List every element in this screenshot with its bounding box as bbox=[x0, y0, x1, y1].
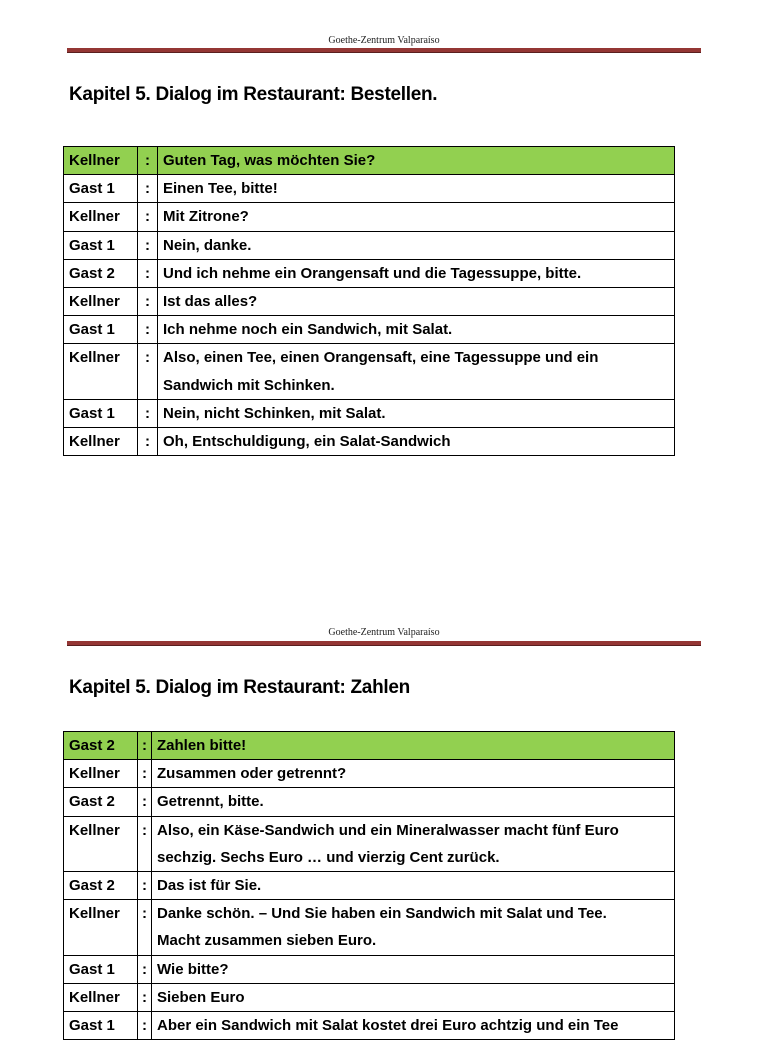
speaker-cell: Gast 2 bbox=[64, 872, 138, 900]
dialog-row bbox=[64, 983, 675, 1011]
separator-cell: : bbox=[138, 344, 158, 399]
speaker-cell: Kellner bbox=[64, 983, 138, 1011]
separator-cell: : bbox=[138, 175, 158, 203]
utterance-line: Das ist für Sie. bbox=[157, 877, 262, 895]
speaker-cell: Gast 1 bbox=[64, 231, 138, 259]
dialog-row bbox=[64, 175, 675, 203]
dialog-row bbox=[64, 399, 675, 427]
section-title: Kapitel 5. Dialog im Restaurant: Zahlen bbox=[69, 677, 410, 698]
dialog-row bbox=[64, 316, 675, 344]
utterance-line: Wie bitte? bbox=[157, 960, 229, 978]
header-rule bbox=[67, 48, 701, 53]
speaker-cell: Gast 1 bbox=[64, 399, 138, 427]
dialog-row bbox=[64, 259, 675, 287]
speaker-cell: Kellner bbox=[64, 344, 138, 399]
dialog-row bbox=[64, 344, 675, 399]
separator-cell: : bbox=[138, 983, 152, 1011]
dialog-row bbox=[64, 872, 675, 900]
separator-cell: : bbox=[138, 1012, 152, 1040]
utterance-line: Danke schön. – Und Sie haben ein Sandwich mit Salat und Tee. bbox=[157, 905, 607, 923]
separator-cell: : bbox=[138, 760, 152, 788]
separator-cell: : bbox=[138, 203, 158, 231]
utterance-cell bbox=[158, 288, 675, 316]
utterance-line: Also, einen Tee, einen Orangensaft, eine Tagessuppe und ein bbox=[163, 349, 599, 367]
utterance-cell bbox=[152, 983, 675, 1011]
speaker-cell: Kellner bbox=[64, 816, 138, 871]
utterance-cell bbox=[158, 428, 675, 456]
utterance-line: Nein, danke. bbox=[163, 236, 252, 254]
utterance-line: Ist das alles? bbox=[163, 293, 258, 311]
separator-cell: : bbox=[138, 732, 152, 760]
utterance-line: Und ich nehme ein Orangensaft und die Tagessuppe, bitte. bbox=[163, 264, 582, 282]
separator-cell: : bbox=[138, 259, 158, 287]
dialog-row bbox=[64, 788, 675, 816]
speaker-cell: Gast 1 bbox=[64, 175, 138, 203]
utterance-cell bbox=[158, 203, 675, 231]
utterance-cell bbox=[152, 732, 675, 760]
dialog-table-zahlen bbox=[63, 731, 675, 1040]
dialog-table-bestellen bbox=[63, 146, 675, 456]
dialog-row bbox=[64, 147, 675, 175]
speaker-cell: Kellner bbox=[64, 288, 138, 316]
utterance-cell bbox=[152, 955, 675, 983]
separator-cell: : bbox=[138, 147, 158, 175]
utterance-cell bbox=[152, 788, 675, 816]
utterance-line: Aber ein Sandwich mit Salat kostet drei Euro achtzig und ein Tee bbox=[157, 1017, 619, 1035]
separator-cell: : bbox=[138, 872, 152, 900]
page-header: Goethe-Zentrum Valparaíso bbox=[328, 35, 440, 46]
dialog-row bbox=[64, 732, 675, 760]
speaker-cell: Kellner bbox=[64, 900, 138, 955]
speaker-cell: Kellner bbox=[64, 147, 138, 175]
separator-cell: : bbox=[138, 788, 152, 816]
utterance-line: Sieben Euro bbox=[157, 988, 245, 1006]
utterance-cell bbox=[158, 259, 675, 287]
separator-cell: : bbox=[138, 231, 158, 259]
utterance-line: Guten Tag, was möchten Sie? bbox=[163, 152, 376, 169]
utterance-line: Sandwich mit Schinken. bbox=[163, 376, 335, 394]
separator-cell: : bbox=[138, 399, 158, 427]
utterance-cell bbox=[152, 900, 675, 955]
separator-cell: : bbox=[138, 316, 158, 344]
speaker-cell: Gast 1 bbox=[64, 1012, 138, 1040]
speaker-cell: Gast 1 bbox=[64, 955, 138, 983]
dialog-row bbox=[64, 816, 675, 871]
speaker-cell: Gast 1 bbox=[64, 316, 138, 344]
separator-cell: : bbox=[138, 428, 158, 456]
utterance-line: Also, ein Käse-Sandwich und ein Mineralwasser macht fünf Euro bbox=[157, 821, 619, 839]
utterance-line: sechzig. Sechs Euro … und vierzig Cent zurück. bbox=[157, 848, 500, 866]
utterance-cell bbox=[158, 399, 675, 427]
utterance-cell bbox=[158, 344, 675, 399]
utterance-cell bbox=[158, 316, 675, 344]
dialog-row bbox=[64, 760, 675, 788]
utterance-line: Nein, nicht Schinken, mit Salat. bbox=[163, 404, 386, 422]
dialog-row bbox=[64, 900, 675, 955]
utterance-cell bbox=[158, 231, 675, 259]
speaker-cell: Kellner bbox=[64, 203, 138, 231]
speaker-cell: Gast 2 bbox=[64, 259, 138, 287]
speaker-cell: Gast 2 bbox=[64, 788, 138, 816]
utterance-line: Zusammen oder getrennt? bbox=[157, 765, 347, 783]
utterance-cell bbox=[152, 872, 675, 900]
dialog-row bbox=[64, 231, 675, 259]
separator-cell: : bbox=[138, 955, 152, 983]
utterance-cell bbox=[152, 760, 675, 788]
utterance-line: Einen Tee, bitte! bbox=[163, 180, 278, 198]
utterance-cell bbox=[158, 175, 675, 203]
dialog-row bbox=[64, 428, 675, 456]
speaker-cell: Kellner bbox=[64, 760, 138, 788]
separator-cell: : bbox=[138, 288, 158, 316]
utterance-cell bbox=[158, 147, 675, 175]
utterance-line: Oh, Entschuldigung, ein Salat-Sandwich bbox=[163, 433, 451, 451]
separator-cell: : bbox=[138, 900, 152, 955]
dialog-row bbox=[64, 1012, 675, 1040]
header-rule bbox=[67, 641, 701, 646]
dialog-row bbox=[64, 203, 675, 231]
section-title: Kapitel 5. Dialog im Restaurant: Bestellen. bbox=[69, 84, 438, 105]
dialog-row bbox=[64, 288, 675, 316]
utterance-line: Getrennt, bitte. bbox=[157, 793, 264, 811]
utterance-cell bbox=[152, 816, 675, 871]
separator-cell: : bbox=[138, 816, 152, 871]
utterance-line: Zahlen bitte! bbox=[157, 737, 247, 754]
utterance-line: Mit Zitrone? bbox=[163, 208, 249, 226]
utterance-line: Macht zusammen sieben Euro. bbox=[157, 932, 377, 950]
utterance-cell bbox=[152, 1012, 675, 1040]
dialog-row bbox=[64, 955, 675, 983]
page-header: Goethe-Zentrum Valparaíso bbox=[328, 627, 440, 638]
speaker-cell: Gast 2 bbox=[64, 732, 138, 760]
speaker-cell: Kellner bbox=[64, 428, 138, 456]
utterance-line: Ich nehme noch ein Sandwich, mit Salat. bbox=[163, 321, 453, 339]
